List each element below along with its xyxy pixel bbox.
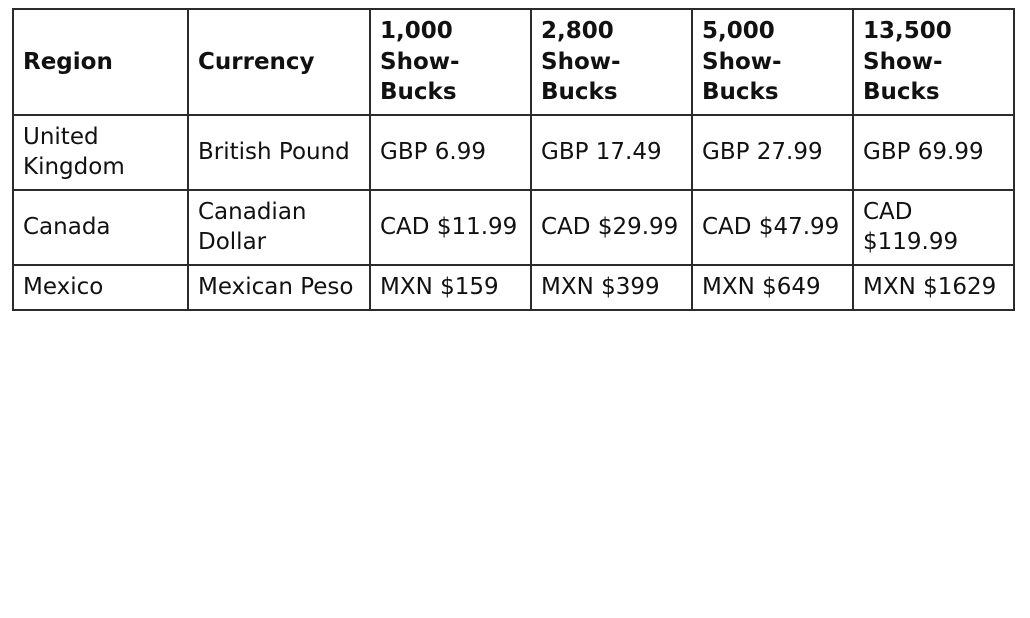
column-header-currency: Currency [188, 9, 370, 115]
cell-price-1000: CAD $11.99 [370, 190, 531, 265]
cell-price-5000: CAD $47.99 [692, 190, 853, 265]
cell-region: United Kingdom [13, 115, 188, 190]
column-header-region: Region [13, 9, 188, 115]
table-header-row [13, 9, 1014, 115]
cell-currency: British Pound [188, 115, 370, 190]
cell-currency: Mexican Peso [188, 265, 370, 310]
cell-price-13500: MXN $1629 [853, 265, 1014, 310]
cell-price-13500: CAD $119.99 [853, 190, 1014, 265]
cell-price-1000: GBP 6.99 [370, 115, 531, 190]
cell-price-1000: MXN $159 [370, 265, 531, 310]
pricing-table [12, 8, 1015, 311]
table-body [13, 115, 1014, 310]
cell-price-2800: GBP 17.49 [531, 115, 692, 190]
column-header-tier-1000: 1,000 Show-Bucks [370, 9, 531, 115]
cell-price-5000: GBP 27.99 [692, 115, 853, 190]
cell-price-2800: CAD $29.99 [531, 190, 692, 265]
column-header-tier-13500: 13,500 Show-Bucks [853, 9, 1014, 115]
table-header [13, 9, 1014, 115]
table-row [13, 115, 1014, 190]
table-row [13, 190, 1014, 265]
cell-price-2800: MXN $399 [531, 265, 692, 310]
cell-region: Mexico [13, 265, 188, 310]
table-row [13, 265, 1014, 310]
cell-currency: Canadian Dollar [188, 190, 370, 265]
cell-price-13500: GBP 69.99 [853, 115, 1014, 190]
cell-price-5000: MXN $649 [692, 265, 853, 310]
column-header-tier-2800: 2,800 Show-Bucks [531, 9, 692, 115]
column-header-tier-5000: 5,000 Show-Bucks [692, 9, 853, 115]
cell-region: Canada [13, 190, 188, 265]
